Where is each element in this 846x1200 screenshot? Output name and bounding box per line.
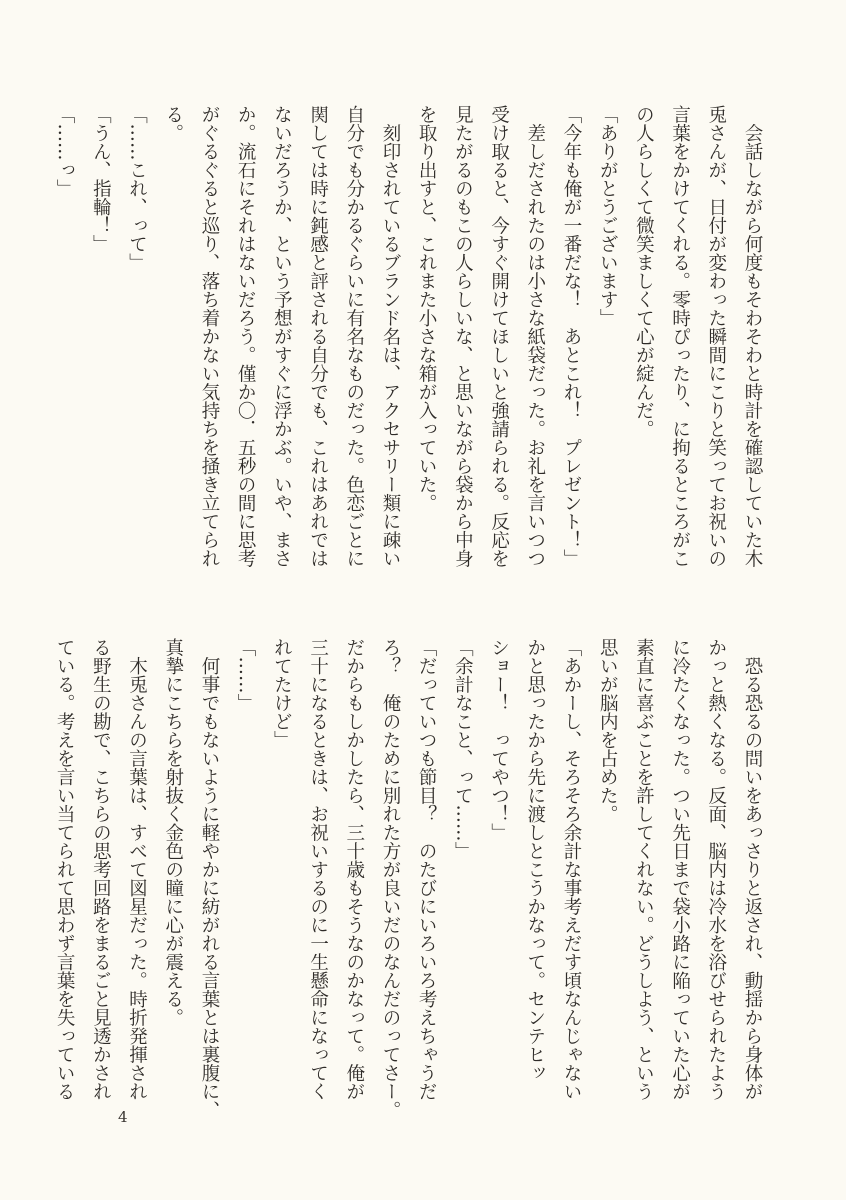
text-line: 「……これ、って」: [126, 105, 148, 272]
text-line: 差しだされたのは小さな紙袋だった。お礼を言いつつ: [524, 105, 546, 568]
lower-text-block: [46, 638, 770, 1119]
text-line: 「あかーし、そろそろ余計な事考えだす頃なんじゃない: [560, 638, 582, 1101]
text-line: 何事でもないように軽やかに紡がれる言葉とは裏腹に、: [198, 638, 220, 1119]
text-line: ている。考えを言い当てられて思わず言葉を失っている: [54, 638, 76, 1101]
text-line: 受け取ると、今すぐ開けてほしいと強請られる。反応を: [488, 105, 510, 568]
page-number: 4: [118, 1108, 128, 1126]
text-line: に冷たくなった。つい先日まで袋小路に陥っていた心が: [669, 638, 691, 1101]
text-line: 思いが脳内を占めた。: [597, 638, 619, 823]
text-line: 自分でも分かるぐらいに有名なものだった。色恋ごとに: [343, 105, 365, 568]
text-line: 見たがるのもこの人らしいな、と思いながら袋から中身: [452, 105, 474, 568]
text-line: ないだろうか、という予想がすぐに浮かぶ。いや、まさ: [271, 105, 293, 568]
text-line: 「今年も俺が一番だな！ あとこれ！ プレゼント！」: [560, 105, 582, 568]
text-line: 関しては時に鈍感と評される自分でも、これはあれでは: [307, 105, 329, 568]
text-line: がぐるぐると巡り、落ち着かない気持ちを掻き立てられ: [198, 105, 220, 568]
text-line: 「……っ」: [54, 105, 76, 198]
text-line: 言葉をかけてくれる。零時ぴったり、に拘るところがこ: [669, 105, 691, 568]
text-line: る。: [162, 105, 184, 142]
text-line: 素直に喜ぶことを許してくれない。どうしよう、という: [633, 638, 655, 1101]
text-line: 恐る恐るの問いをあっさりと返され、動揺から身体が: [742, 638, 763, 1101]
text-line: の人らしくて微笑ましくて心が綻んだ。: [633, 105, 655, 438]
upper-text-block: [46, 105, 770, 575]
text-line: 「余計なこと、って……」: [452, 638, 474, 860]
text-line: 「ありがとうございます」: [597, 105, 619, 327]
text-line: か。流石にそれはないだろう。僅か〇．五秒の間に思考: [235, 105, 257, 568]
text-line: 会話しながら何度もそわそわと時計を確認していた木: [742, 105, 763, 568]
text-line: 三十になるときは、お祝いするのに一生懸命になってく: [307, 638, 329, 1101]
text-line: を取り出すと、これまた小さな箱が入っていた。: [416, 105, 438, 512]
text-line: れてたけど」: [271, 638, 293, 749]
text-line: 真摯にこちらを射抜く金色の瞳に心が震える。: [162, 638, 184, 1027]
text-line: ろ？ 俺のために別れた方が良いだのなんだのってさー。: [379, 638, 401, 1119]
text-line: かっと熱くなる。反面、脳内は冷水を浴びせられたよう: [705, 638, 727, 1101]
text-line: だからもしかしたら、三十歳もそうなのかなって。俺が: [343, 638, 365, 1101]
text-line: る野生の勘で、こちらの思考回路をまるごと見透かされ: [90, 638, 112, 1101]
text-line: 木兎さんの言葉は、すべて図星だった。時折発揮され: [126, 638, 148, 1101]
text-line: ショー！ ってやつ！」: [488, 638, 510, 842]
text-line: 「だっていつも節目？ のたびにいろいろ考えちゃうだ: [416, 638, 438, 1101]
text-line: 刻印されているブランド名は、アクセサリー類に疎い: [379, 105, 401, 568]
text-line: 「うん、指輪！」: [90, 105, 112, 253]
text-line: 「……」: [235, 638, 257, 712]
text-line: 兎さんが、日付が変わった瞬間にこりと笑ってお祝いの: [705, 105, 727, 568]
text-line: かと思ったから先に渡しとこうかなって。センテヒッ: [524, 638, 546, 1082]
